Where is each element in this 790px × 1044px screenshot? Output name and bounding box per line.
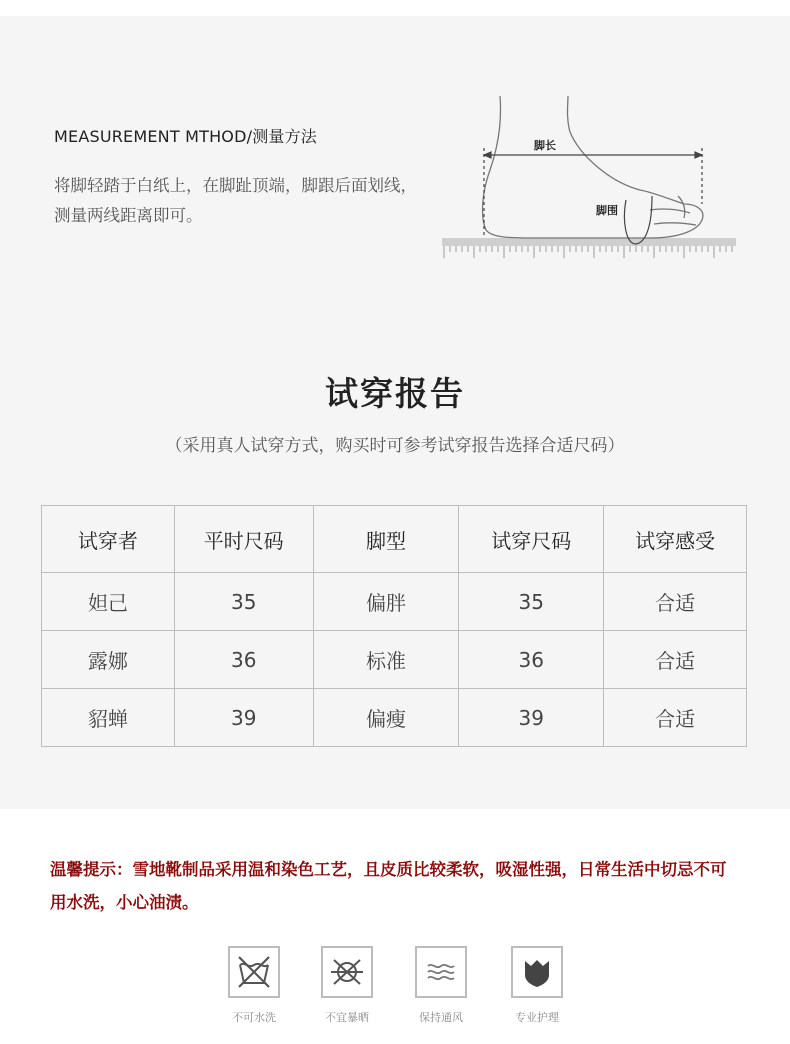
no-sun-dry-icon bbox=[321, 946, 373, 998]
fit-report-table bbox=[41, 505, 747, 747]
cell-fit-feeling: 合适 bbox=[604, 631, 747, 689]
column-header-usual-size: 平时尺码 bbox=[174, 506, 313, 573]
care-icons-row bbox=[222, 946, 572, 1026]
top-strip bbox=[0, 0, 790, 16]
ruler bbox=[442, 238, 736, 258]
column-header-foot-type: 脚型 bbox=[313, 506, 459, 573]
length-arrow bbox=[484, 148, 702, 238]
cell-tester: 露娜 bbox=[42, 631, 175, 689]
cell-trial-size: 35 bbox=[459, 573, 604, 631]
care-item-professional-care bbox=[505, 946, 569, 1025]
column-header-fit-feeling: 试穿感受 bbox=[604, 506, 747, 573]
cell-trial-size: 39 bbox=[459, 689, 604, 747]
ventilate-icon bbox=[415, 946, 467, 998]
care-notice: 温馨提示：雪地靴制品采用温和染色工艺，且皮质比较柔软，吸湿性强，日常生活中切忌不可用水洗，小心油渍。 bbox=[50, 860, 727, 912]
column-header-tester: 试穿者 bbox=[42, 506, 175, 573]
table-header-row bbox=[42, 506, 747, 573]
cell-fit-feeling: 合适 bbox=[604, 573, 747, 631]
cell-foot-type: 偏胖 bbox=[313, 573, 459, 631]
measurement-title: MEASUREMENT MTHOD/测量方法 bbox=[54, 127, 318, 146]
cell-tester: 貂蝉 bbox=[42, 689, 175, 747]
care-label-professional-care: 专业护理 bbox=[515, 1011, 559, 1024]
professional-care-icon bbox=[511, 946, 563, 998]
report-subtitle: （采用真人试穿方式，购买时可参考试穿报告选择合适尺码） bbox=[165, 436, 625, 456]
cell-trial-size: 36 bbox=[459, 631, 604, 689]
cell-tester: 妲己 bbox=[42, 573, 175, 631]
care-label-no-sun-dry: 不宜暴晒 bbox=[325, 1011, 369, 1024]
care-item-ventilate bbox=[409, 946, 473, 1025]
cell-foot-type: 标准 bbox=[313, 631, 459, 689]
report-title: 试穿报告 bbox=[325, 374, 465, 413]
foot-measurement-diagram bbox=[440, 92, 740, 267]
measurement-description: 将脚轻踏于白纸上，在脚趾顶端，脚跟后面划线，测量两线距离即可。 bbox=[54, 176, 417, 225]
cell-foot-type: 偏瘦 bbox=[313, 689, 459, 747]
cell-fit-feeling: 合适 bbox=[604, 689, 747, 747]
foot-outline bbox=[483, 96, 703, 238]
no-wash-icon bbox=[228, 946, 280, 998]
cell-usual-size: 39 bbox=[174, 689, 313, 747]
care-item-no-sun-dry bbox=[315, 946, 379, 1025]
column-header-trial-size: 试穿尺码 bbox=[459, 506, 604, 573]
care-label-no-wash: 不可水洗 bbox=[232, 1011, 276, 1024]
foot-length-label: 脚长 bbox=[534, 139, 556, 152]
care-label-ventilate: 保持通风 bbox=[419, 1011, 463, 1024]
cell-usual-size: 35 bbox=[174, 573, 313, 631]
table-row bbox=[42, 573, 747, 631]
table-row bbox=[42, 689, 747, 747]
foot-girth-label: 脚围 bbox=[596, 204, 618, 217]
girth-loop bbox=[624, 196, 652, 244]
care-item-no-wash bbox=[222, 946, 286, 1025]
cell-usual-size: 36 bbox=[174, 631, 313, 689]
table-row bbox=[42, 631, 747, 689]
